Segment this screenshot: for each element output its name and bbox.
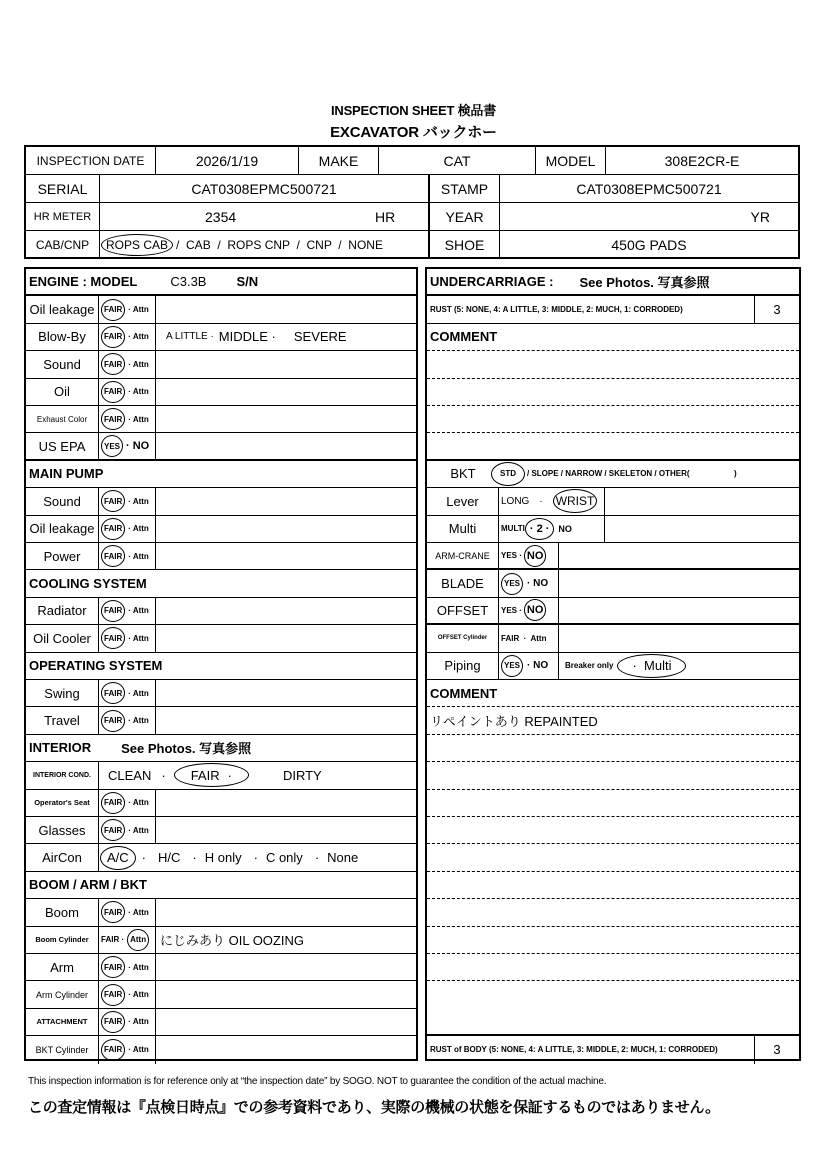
header-row-cab <box>26 231 798 259</box>
item-label: Swing <box>26 680 99 706</box>
sheet-subtitle: EXCAVATOR バックホー <box>330 124 497 141</box>
pump-sound-row <box>26 488 416 515</box>
item-label: Oil <box>26 379 99 405</box>
engine-blowby-row <box>26 324 416 351</box>
model-label: MODEL <box>536 147 606 174</box>
right-panel <box>425 267 801 1061</box>
rust-label: RUST (5: NONE, 4: A LITTLE, 3: MIDDLE, 2: MUCH, 1: CORRODED) <box>427 296 755 322</box>
item-label: Radiator <box>26 598 99 624</box>
arm-cylinder-row <box>26 981 416 1008</box>
arm-crane-label: ARM-CRANE <box>427 543 499 568</box>
year-unit: YR <box>750 208 770 225</box>
fair-attn-choice[interactable]: FAIR · Attn <box>99 817 156 843</box>
fair-attn-choice[interactable]: FAIR · Attn <box>99 488 156 514</box>
rust-value: 3 <box>773 302 781 318</box>
undercarriage-comment-line[interactable] <box>427 351 799 378</box>
comment-line[interactable] <box>427 790 799 817</box>
item-label: Glasses <box>26 817 99 843</box>
undercarriage-title: UNDERCARRIAGE : <box>430 274 554 290</box>
bkt-row <box>427 461 799 488</box>
operating-travel-row <box>26 707 416 734</box>
undercarriage-section-header <box>427 269 799 296</box>
comment-line[interactable] <box>427 954 799 981</box>
main-pump-section-header: MAIN PUMP <box>26 461 416 488</box>
engine-oil-leakage-row <box>26 296 416 323</box>
body-rust-label: RUST of BODY (5: NONE, 4: A LITTLE, 3: MIDDLE, 2: MUCH, 1: CORRODED) <box>427 1036 755 1063</box>
fair-attn-choice[interactable]: FAIR · Attn <box>99 296 156 322</box>
pump-power-row <box>26 543 416 570</box>
comment-label: COMMENT <box>427 680 799 707</box>
fair-attn-choice[interactable]: FAIR · Attn <box>99 981 156 1007</box>
engine-us-epa-row <box>26 433 416 460</box>
fair-attn-choice[interactable]: FAIR · Attn <box>99 1036 156 1063</box>
hr-unit: HR <box>375 208 396 225</box>
blade-label: BLADE <box>427 570 499 596</box>
undercarriage-comment-line[interactable] <box>427 406 799 433</box>
bkt-selected: STD <box>491 462 525 486</box>
attachment-row <box>26 1009 416 1036</box>
body-rust-row <box>427 1036 799 1063</box>
blowby-scale: A LITTLE · MIDDLE · SEVERE <box>166 329 347 345</box>
bkt-label: BKT <box>450 466 476 482</box>
multi-label: Multi <box>427 516 499 542</box>
arm-crane-selected: NO <box>524 545 547 567</box>
disclaimer-english: This inspection information is for reference only at “the inspection date” by SOGO. NOT to guarantee the condition of the actual machine. <box>28 1076 607 1087</box>
engine-model: C3.3B <box>170 274 207 290</box>
piping-type-selected: · Multi <box>617 654 686 678</box>
serial-label: SERIAL <box>26 175 100 202</box>
shoe-label: SHOE <box>430 231 500 259</box>
cab-options-rest: / CAB / ROPS CNP / CNP / NONE <box>176 238 383 252</box>
lever-row <box>427 488 799 515</box>
engine-section-header <box>26 269 416 296</box>
boom-cylinder-note: にじみあり OIL OOZING <box>160 933 304 949</box>
undercarriage-comment-line[interactable] <box>427 379 799 406</box>
year-value-cell <box>500 203 798 230</box>
model-value: 308E2CR-E <box>664 152 740 169</box>
inspection-date-label: INSPECTION DATE <box>26 147 156 174</box>
item-label: Exhaust Color <box>26 406 99 432</box>
boom-cylinder-row <box>26 927 416 954</box>
cab-label: CAB/CNP <box>26 231 100 259</box>
item-label: Boom Cylinder <box>26 927 99 953</box>
fair-attn-choice[interactable]: FAIR · Attn <box>99 351 156 377</box>
item-label: Oil leakage <box>26 296 99 322</box>
item-label: Blow-By <box>26 324 99 350</box>
fair-attn-choice[interactable]: FAIR · Attn <box>99 680 156 706</box>
multi-row <box>427 516 799 543</box>
fair-attn-choice[interactable]: FAIR · Attn <box>99 790 156 816</box>
hr-meter-value-cell <box>100 203 430 230</box>
fair-attn-choice[interactable]: FAIR · Attn <box>99 927 156 953</box>
fair-attn-choice[interactable]: FAIR · Attn <box>99 625 156 651</box>
item-label: Sound <box>26 351 99 377</box>
hr-meter-value: 2354 <box>205 208 237 225</box>
operating-swing-row <box>26 680 416 707</box>
header-table <box>24 145 800 259</box>
item-label: INTERIOR COND. <box>26 762 99 788</box>
cooling-section-header: COOLING SYSTEM <box>26 570 416 597</box>
item-label: Boom <box>26 899 99 925</box>
item-label: Power <box>26 543 99 569</box>
cab-options <box>100 231 430 259</box>
comment-line[interactable] <box>427 872 799 899</box>
serial-value: CAT0308EPMC500721 <box>100 175 430 202</box>
interior-aircon-row <box>26 844 416 871</box>
item-label: ATTACHMENT <box>26 1009 99 1035</box>
lever-options[interactable]: LONG · WRIST <box>499 488 605 514</box>
blade-row <box>427 570 799 597</box>
undercarriage-comment-line[interactable] <box>427 433 799 460</box>
fair-attn-choice[interactable]: FAIR · Attn <box>99 516 156 542</box>
fair-attn-choice[interactable]: FAIR · Attn <box>99 543 156 569</box>
yes-no-choice[interactable]: YES · NO <box>99 433 156 458</box>
piping-options[interactable]: YES · NO <box>499 653 559 679</box>
cab-option-selected[interactable]: ROPS CAB <box>101 234 173 256</box>
interior-photos-note: See Photos. 写真参照 <box>121 741 252 757</box>
item-label: Oil leakage <box>26 516 99 542</box>
stamp-label: STAMP <box>430 175 500 202</box>
piping-type-options[interactable]: Breaker only · Multi <box>563 653 686 679</box>
fair-attn-choice[interactable]: FAIR · Attn <box>99 379 156 405</box>
engine-exhaust-row <box>26 406 416 433</box>
fair-attn-choice[interactable]: FAIR · Attn <box>99 406 156 432</box>
comment-line[interactable]: リペイントあり REPAINTED <box>427 707 799 734</box>
piping-row <box>427 653 799 680</box>
arm-crane-options[interactable]: YES · NO <box>499 543 559 568</box>
offset-row <box>427 598 799 625</box>
lever-selected: WRIST <box>553 489 598 513</box>
shoe-value: 450G PADS <box>611 237 687 253</box>
cooling-oil-cooler-row <box>26 625 416 652</box>
boom-section-header: BOOM / ARM / BKT <box>26 872 416 899</box>
make-value: CAT <box>379 147 536 174</box>
operating-section-header: OPERATING SYSTEM <box>26 653 416 680</box>
bkt-options[interactable]: STD / SLOPE / NARROW / SKELETON / OTHER( ) <box>489 461 737 487</box>
item-label: US EPA <box>26 433 99 458</box>
header-row-date <box>26 147 798 175</box>
multi-options[interactable]: MULTI · 2 · NO <box>499 516 605 542</box>
piping-label: Piping <box>427 653 499 679</box>
fair-attn-choice[interactable]: FAIR · Attn <box>99 598 156 624</box>
offset-cylinder-label: OFFSET Cylinder <box>427 625 499 651</box>
item-label: BKT Cylinder <box>26 1036 99 1063</box>
piping-selected: YES <box>501 655 523 677</box>
interior-glasses-row <box>26 817 416 844</box>
offset-cylinder-options[interactable]: FAIR · Attn <box>499 625 559 651</box>
fair-attn-choice[interactable]: FAIR · Attn <box>99 899 156 925</box>
item-label: Oil Cooler <box>26 625 99 651</box>
cooling-radiator-row <box>26 598 416 625</box>
engine-title: ENGINE : MODEL <box>29 274 138 290</box>
interior-section-header <box>26 735 416 762</box>
comment-line[interactable] <box>427 981 799 1036</box>
item-label: Arm <box>26 954 99 980</box>
comment-line[interactable] <box>427 762 799 789</box>
engine-sn-label: S/N <box>236 274 259 290</box>
boom-row <box>26 899 416 926</box>
interior-cond-selected: FAIR · <box>174 763 249 787</box>
offset-cylinder-row <box>427 625 799 652</box>
body-rust-value: 3 <box>773 1042 781 1058</box>
item-label: Operator's Seat <box>26 790 99 816</box>
blade-selected: YES <box>501 573 523 595</box>
interior-title: INTERIOR <box>29 740 92 756</box>
offset-selected: NO <box>524 599 547 621</box>
multi-selected: · 2 · <box>525 518 555 540</box>
interior-cond-options[interactable]: CLEAN · FAIR · DIRTY <box>108 762 322 788</box>
undercarriage-photos-note: See Photos. 写真参照 <box>579 275 710 291</box>
lever-label: Lever <box>427 488 499 514</box>
left-panel <box>24 267 418 1061</box>
item-label: Travel <box>26 707 99 733</box>
comment-line[interactable] <box>427 735 799 762</box>
item-label: AirCon <box>26 844 99 870</box>
comment-line[interactable] <box>427 844 799 871</box>
fair-attn-choice[interactable]: FAIR · Attn <box>99 324 156 350</box>
item-label: Arm Cylinder <box>26 981 99 1007</box>
comment-line[interactable] <box>427 817 799 844</box>
stamp-value: CAT0308EPMC500721 <box>576 180 722 197</box>
comment-line[interactable] <box>427 899 799 926</box>
engine-sound-row <box>26 351 416 378</box>
item-label: Sound <box>26 488 99 514</box>
engine-oil-row <box>26 379 416 406</box>
fair-attn-choice[interactable]: FAIR · Attn <box>99 707 156 733</box>
offset-options[interactable]: YES · NO <box>499 598 559 623</box>
bkt-cylinder-row <box>26 1036 416 1063</box>
offset-label: OFFSET <box>427 598 499 623</box>
undercarriage-comment-label: COMMENT <box>427 324 799 351</box>
comment-line[interactable] <box>427 927 799 954</box>
arm-crane-row <box>427 543 799 570</box>
hr-meter-label: HR METER <box>26 203 100 230</box>
inspection-date-value: 2026/1/19 <box>156 147 299 174</box>
fair-attn-choice[interactable]: FAIR · Attn <box>99 954 156 980</box>
arm-row <box>26 954 416 981</box>
header-row-serial <box>26 175 798 203</box>
year-label: YEAR <box>430 203 500 230</box>
disclaimer-japanese: この査定情報は『点検日時点』での参考資料であり、実際の機械の状態を保証するものではありません。 <box>28 1099 720 1116</box>
make-label: MAKE <box>299 147 379 174</box>
sheet-title: INSPECTION SHEET 検品書 <box>330 103 497 118</box>
aircon-options[interactable]: A/C · H/C · H only · C only · None <box>100 844 358 870</box>
interior-cond-row <box>26 762 416 789</box>
blade-options[interactable]: YES · NO <box>499 570 559 596</box>
pump-oil-leakage-row <box>26 516 416 543</box>
header-row-hours <box>26 203 798 231</box>
fair-attn-choice[interactable]: FAIR · Attn <box>99 1009 156 1035</box>
aircon-selected: A/C <box>100 846 136 870</box>
undercarriage-rust-row <box>427 296 799 323</box>
interior-seat-row <box>26 790 416 817</box>
